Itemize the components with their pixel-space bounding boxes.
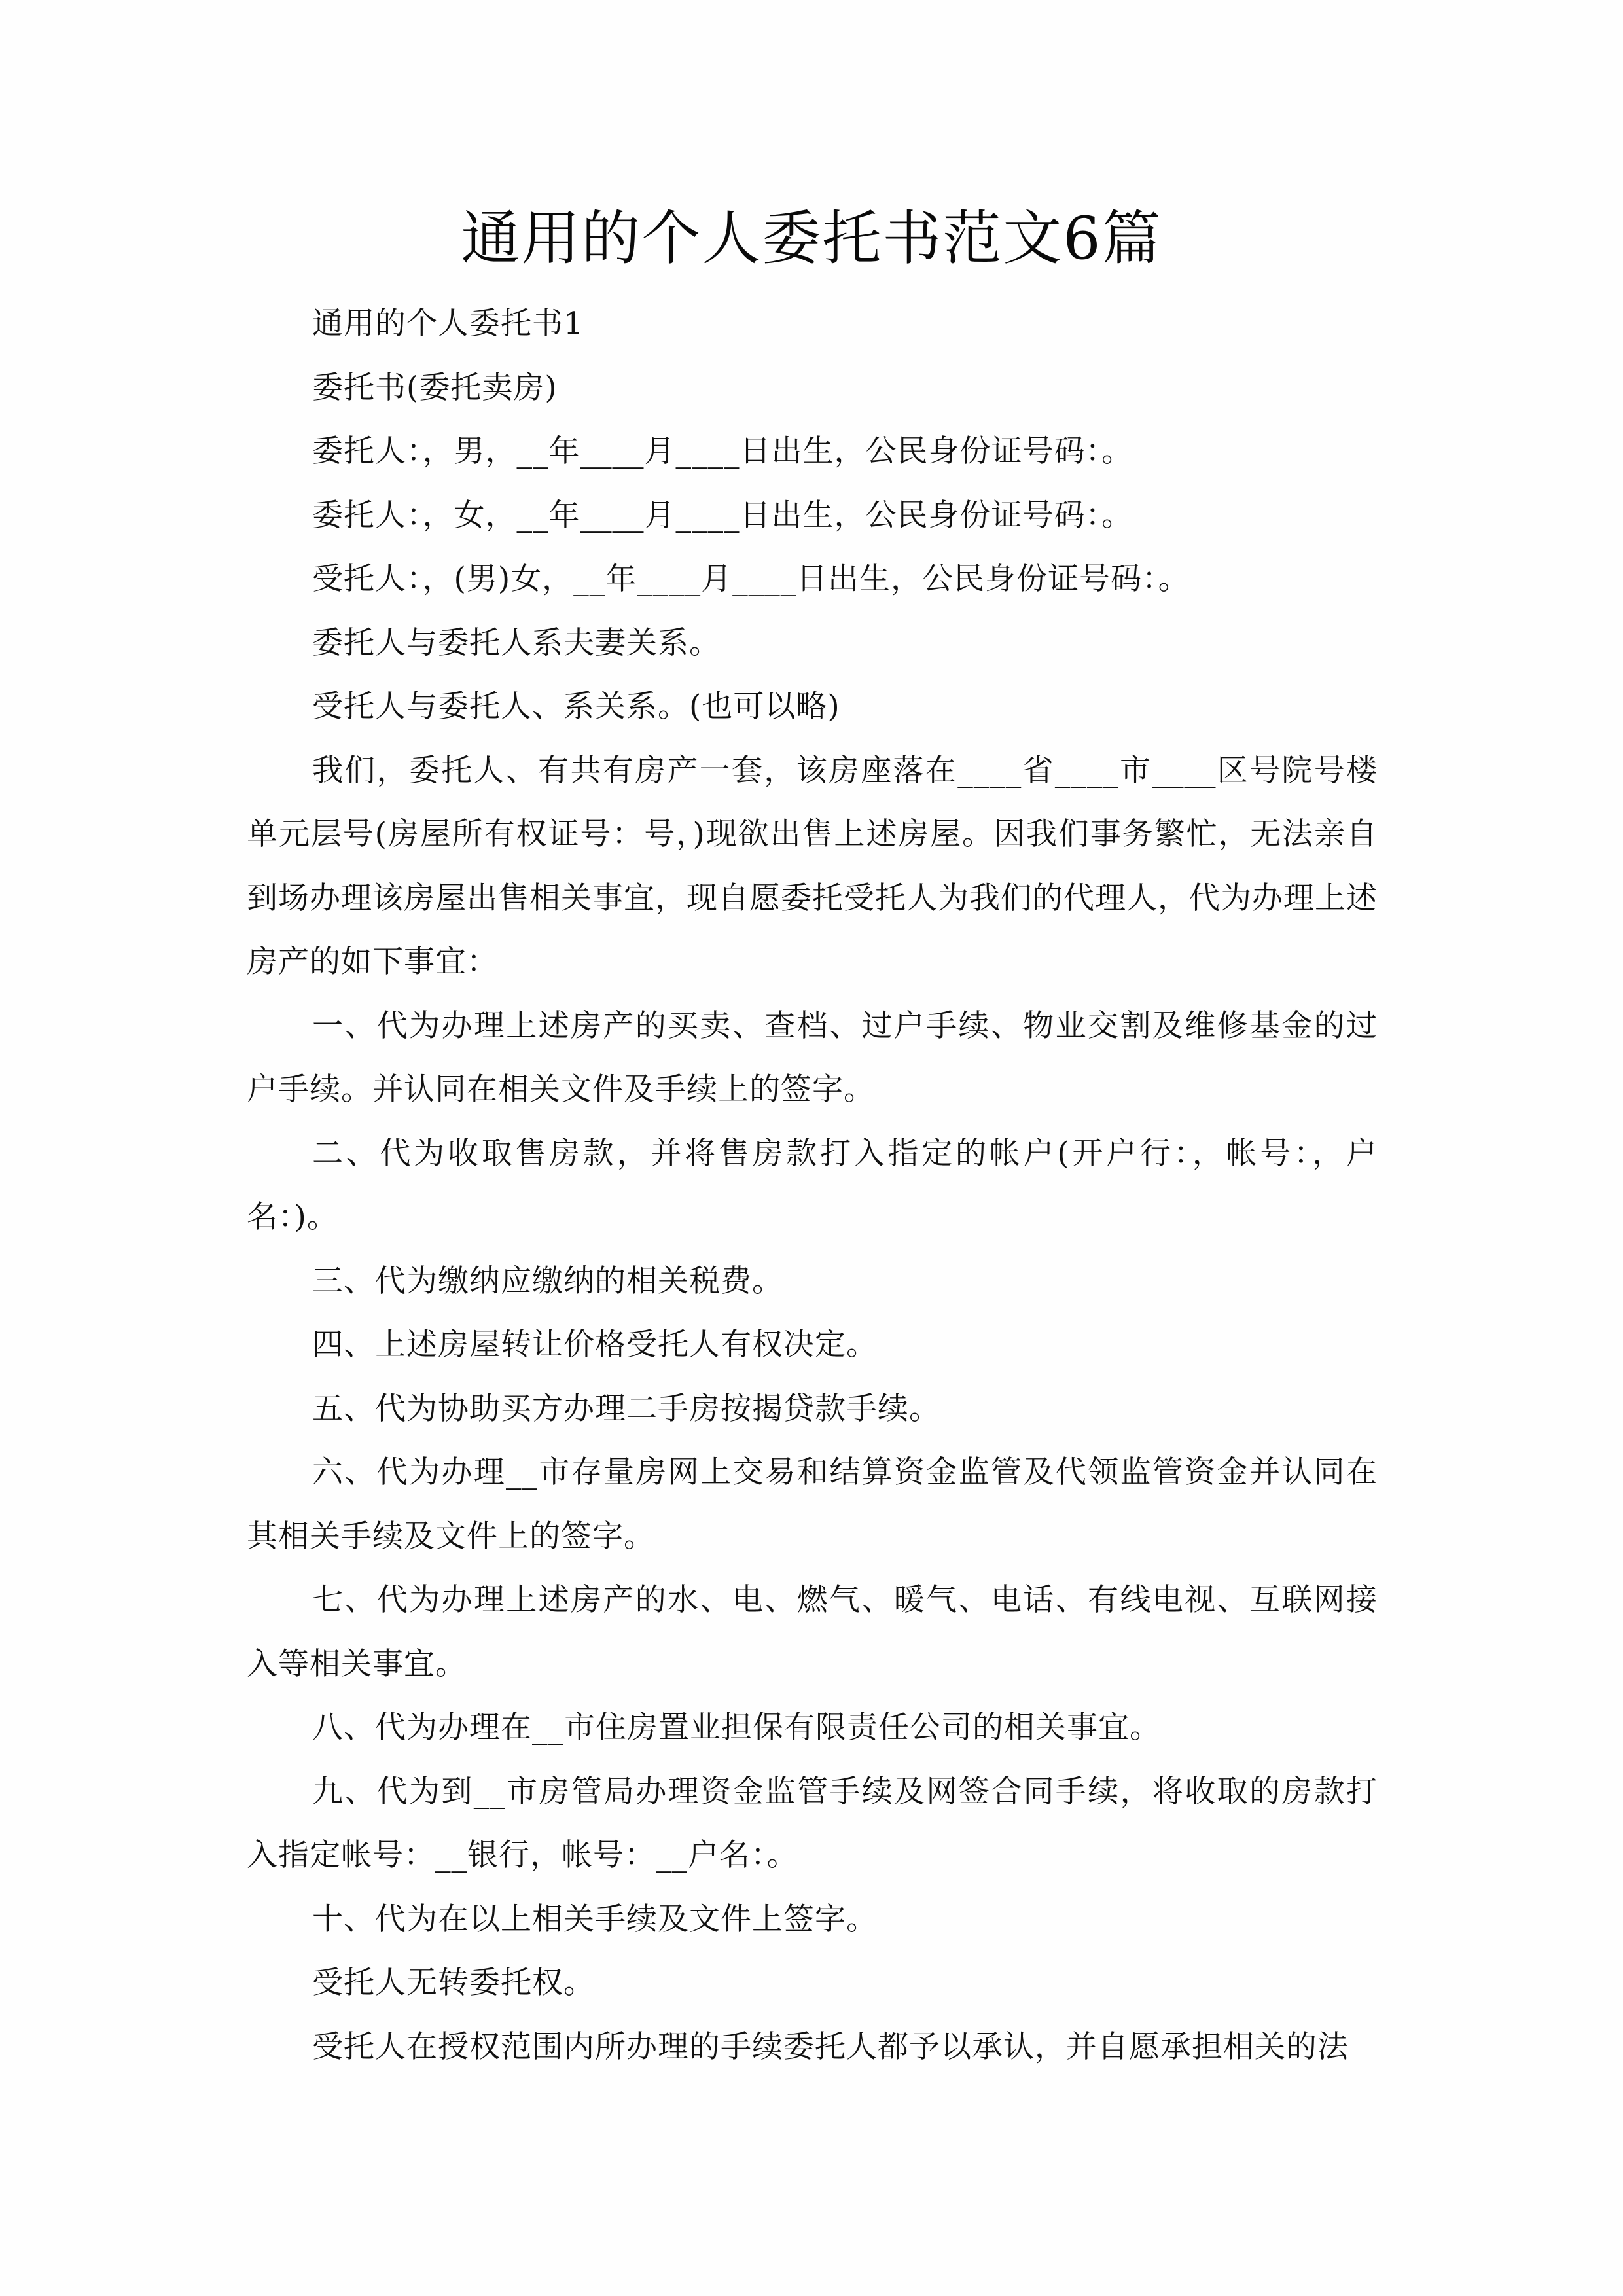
letter-subtitle: 委托书(委托卖房)	[312, 369, 558, 406]
principal-male-line: 委托人：，男，__年____月____日出生，公民身份证号码：。	[312, 433, 1133, 469]
agent-relationship: 受托人与委托人、系关系。(也可以略)	[312, 689, 840, 725]
clause-10: 十、代为在以上相关手续及文件上签字。	[312, 1901, 878, 1937]
liability-statement: 受托人在授权范围内所办理的手续委托人都予以承认，并自愿承担相关的法	[312, 2028, 1349, 2065]
clause-2: 二、代为收取售房款，并将售房款打入指定的帐户(开户行：，帐号：，户名：)。	[247, 1135, 1378, 1235]
clause-6: 六、代为办理__市存量房网上交易和结算资金监管及代领监管资金并认同在其相关手续及文件上的签字。	[247, 1454, 1378, 1554]
property-statement: 我们，委托人、有共有房产一套，该房座落在____省____市____区号院号楼单元层号(房屋所有权证号：号，)现欲出售上述房屋。因我们事务繁忙，无法亲自到场办理该房屋出售相关事宜，现自愿委托受托人为我们的代理人，代为办理上述房产的如下事宜：	[247, 752, 1378, 980]
clause-8: 八、代为办理在__市住房置业担保有限责任公司的相关事宜。	[312, 1710, 1161, 1746]
section-heading: 通用的个人委托书1	[312, 306, 584, 342]
principal-female-line: 委托人：，女，__年____月____日出生，公民身份证号码：。	[312, 497, 1133, 533]
clause-5: 五、代为协助买方办理二手房按揭贷款手续。	[312, 1390, 940, 1427]
document-body	[247, 292, 1378, 2079]
document-title: 通用的个人委托书范文6篇	[461, 204, 1162, 273]
principals-relationship: 委托人与委托人系夫妻关系。	[312, 624, 721, 661]
clause-7: 七、代为办理上述房产的水、电、燃气、暖气、电话、有线电视、互联网接入等相关事宜。	[247, 1582, 1378, 1682]
clause-1: 一、代为办理上述房产的买卖、查档、过户手续、物业交割及维修基金的过户手续。并认同在相关文件及手续上的签字。	[247, 1007, 1378, 1107]
no-subdelegation: 受托人无转委托权。	[312, 1965, 595, 2001]
clause-4: 四、上述房屋转让价格受托人有权决定。	[312, 1327, 878, 1363]
agent-line: 受托人：，(男)女，__年____月____日出生，公民身份证号码：。	[312, 561, 1190, 597]
clause-9: 九、代为到__市房管局办理资金监管手续及网签合同手续，将收取的房款打入指定帐号：__银行，帐号：__户名：。	[247, 1773, 1378, 1873]
clause-3: 三、代为缴纳应缴纳的相关税费。	[312, 1263, 783, 1299]
